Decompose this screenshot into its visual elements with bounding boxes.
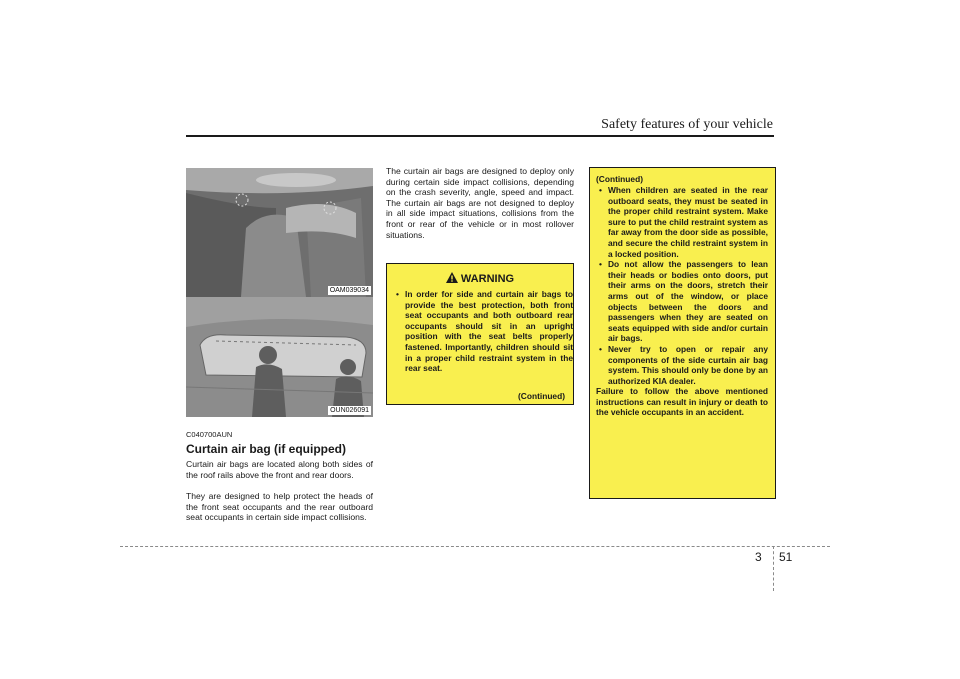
page-number: 51	[779, 550, 793, 564]
continued-label: (Continued)	[596, 174, 643, 184]
deployed-airbag-illustration	[186, 297, 373, 417]
warning-bullet: • In order for side and curtain air bags to provide the best protection, both front seat occupants and both outboard rear occupants should sit in an upright position with the seat belts properly fastened. Importantly, children should sit in a proper child restraint system in the rear seat.	[393, 289, 573, 374]
footer-vertical-divider	[773, 546, 774, 591]
warning-bullet: • When children are seated in the rear outboard seats, they must be seated in the proper child restraint system. Make sure to put the child restraint system as far away from the door side as possible, and secure the child restraint system in a locked position.	[596, 185, 768, 259]
body-paragraph: They are designed to help protect the heads of the front seat occupants and the rear outboard seat occupants in certain side impact collisions.	[186, 491, 373, 523]
chapter-number: 3	[755, 550, 762, 564]
warning-title	[387, 272, 573, 285]
warning-bullet: • Never try to open or repair any components of the side curtain air bag system. This should only be done by an authorized KIA dealer.	[596, 344, 768, 386]
header-rule	[186, 135, 774, 137]
warning-triangle-icon	[446, 272, 458, 283]
footer-dashed-rule	[120, 546, 830, 547]
warning-box	[386, 263, 574, 405]
body-paragraph: The curtain air bags are designed to deploy only during certain side impact collisions, depending on the crash severity, angle, speed and impact. The curtain air bags are not designed to deploy in all side impact situations, collisions from the front or rear of the vehicle or in most rollover situations.	[386, 166, 574, 240]
body-paragraph: Curtain air bags are located along both sides of the roof rails above the front and rear doors.	[186, 459, 373, 480]
curtain-airbag-interior-photo	[186, 168, 373, 297]
section-title: Safety features of your vehicle	[601, 117, 773, 132]
curtain-airbag-deployed-illustration	[186, 297, 373, 417]
image-code-label: OUN026091	[330, 407, 369, 414]
interior-illustration	[186, 168, 373, 297]
continued-label: (Continued)	[518, 391, 565, 401]
warning-title-text: WARNING	[460, 273, 515, 285]
section-heading: Curtain air bag (if equipped)	[186, 442, 347, 456]
warning-bullet: • Do not allow the passengers to lean their heads or bodies onto doors, put their arms on the doors, stretch their arms out of the window, or place objects between the doors and passengers when they are seated on seats equipped with side and/or curtain air bags.	[596, 259, 768, 344]
section-code: C040700AUN	[186, 430, 233, 439]
warning-bullet-list	[596, 185, 768, 418]
warning-continuation-box	[589, 167, 776, 499]
warning-footer: Failure to follow the above mentioned instructions can result in injury or death to the vehicle occupants in an accident.	[596, 386, 768, 418]
image-code-label: OAM039034	[329, 287, 369, 294]
